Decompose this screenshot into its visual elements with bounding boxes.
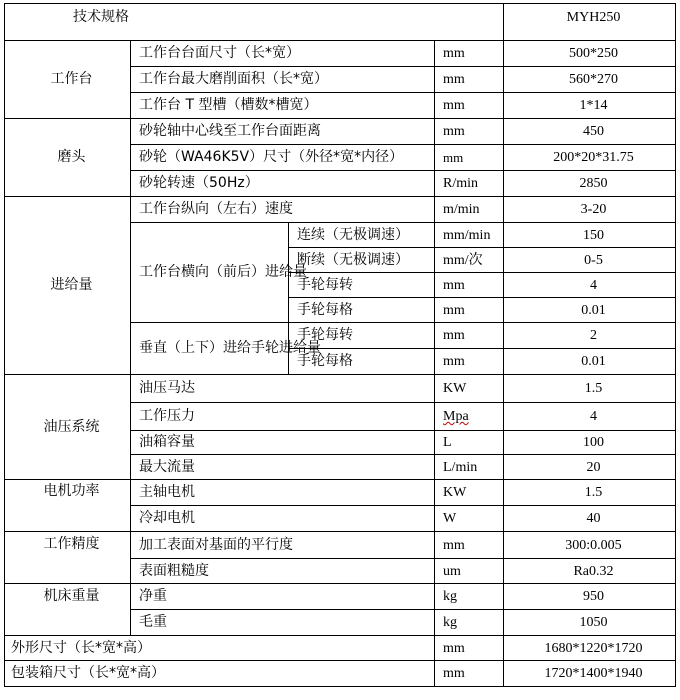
unit-cell: R/min: [435, 171, 504, 197]
unit-cell: mm/次: [435, 248, 504, 273]
item-cell: 工作台台面尺寸（长*宽）: [131, 41, 435, 67]
group-cell: 电机功率: [5, 480, 131, 532]
unit-cell: mm/min: [435, 223, 504, 248]
unit-cell: L: [435, 431, 504, 455]
unit-cell: mm: [435, 67, 504, 93]
unit-cell: mm: [435, 532, 504, 559]
item-cell: 垂直（上下）进给手轮进给量: [131, 323, 289, 375]
value-cell: 500*250: [504, 41, 676, 67]
item-cell: 冷却电机: [131, 506, 435, 532]
sub-item-cell: 手轮每转: [289, 273, 435, 298]
table-header-row: [5, 4, 676, 41]
group-cell: 工作台: [5, 41, 131, 119]
value-cell: 1.5: [504, 375, 676, 403]
value-cell: 4: [504, 273, 676, 298]
unit-cell: L/min: [435, 455, 504, 480]
value-cell: 1680*1220*1720: [504, 636, 676, 661]
sub-item-cell: 断续（无极调速）: [289, 248, 435, 273]
header-model: MYH250: [504, 4, 676, 41]
unit-cell: mm: [435, 93, 504, 119]
value-cell: 150: [504, 223, 676, 248]
value-cell: 450: [504, 119, 676, 145]
item-cell: 砂轮轴中心线至工作台面距离: [131, 119, 435, 145]
unit-cell: um: [435, 559, 504, 584]
header-title: 技术规格: [5, 4, 504, 41]
sub-item-cell: 手轮每转: [289, 323, 435, 349]
value-cell: 1*14: [504, 93, 676, 119]
item-cell: 净重: [131, 584, 435, 610]
value-cell: 20: [504, 455, 676, 480]
sub-item-cell: 连续（无极调速）: [289, 223, 435, 248]
value-cell: 2: [504, 323, 676, 349]
item-cell: 砂轮（WA46K5V）尺寸（外径*宽*内径）: [131, 145, 435, 171]
group-cell: 磨头: [5, 119, 131, 197]
value-cell: 560*270: [504, 67, 676, 93]
unit-cell: kg: [435, 584, 504, 610]
item-cell: 砂轮转速（50Hz）: [131, 171, 435, 197]
table-row: [5, 532, 676, 559]
item-cell: 工作台纵向（左右）速度: [131, 197, 435, 223]
value-cell: 300:0.005: [504, 532, 676, 559]
item-cell: 主轴电机: [131, 480, 435, 506]
group-cell: 包装箱尺寸（长*宽*高）: [5, 661, 435, 687]
item-cell: 工作台最大磨削面积（长*宽）: [131, 67, 435, 93]
value-cell: 0.01: [504, 298, 676, 323]
table-row: [5, 197, 676, 223]
unit-cell: mm: [435, 661, 504, 687]
value-cell: 100: [504, 431, 676, 455]
unit-cell: mm: [435, 636, 504, 661]
value-cell: Ra0.32: [504, 559, 676, 584]
item-cell: 工作台横向（前后）进给量: [131, 223, 289, 323]
item-cell: 毛重: [131, 610, 435, 636]
table-row: [5, 375, 676, 403]
value-cell: 1720*1400*1940: [504, 661, 676, 687]
unit-cell: mm: [435, 119, 504, 145]
unit-cell: mm: [435, 298, 504, 323]
value-cell: 3-20: [504, 197, 676, 223]
item-cell: 表面粗糙度: [131, 559, 435, 584]
item-cell: 油箱容量: [131, 431, 435, 455]
value-cell: 2850: [504, 171, 676, 197]
unit-cell: mm: [435, 273, 504, 298]
item-cell: 工作台 T 型槽（槽数*槽宽）: [131, 93, 435, 119]
unit-cell: m/min: [435, 197, 504, 223]
value-cell: 4: [504, 403, 676, 431]
unit-cell: mm: [435, 145, 504, 171]
value-cell: 1050: [504, 610, 676, 636]
value-cell: 40: [504, 506, 676, 532]
unit-cell: mm: [435, 349, 504, 375]
table-row: [5, 584, 676, 610]
sub-item-cell: 手轮每格: [289, 349, 435, 375]
table-row: [5, 119, 676, 145]
group-cell: 油压系统: [5, 375, 131, 480]
spec-table: [4, 3, 676, 687]
sub-item-cell: 手轮每格: [289, 298, 435, 323]
item-cell: 最大流量: [131, 455, 435, 480]
unit-cell: W: [435, 506, 504, 532]
item-cell: 油压马达: [131, 375, 435, 403]
group-cell: 外形尺寸（长*宽*高）: [5, 636, 435, 661]
unit-cell: mm: [435, 41, 504, 67]
group-cell: 工作精度: [5, 532, 131, 584]
item-cell: 加工表面对基面的平行度: [131, 532, 435, 559]
table-row: [5, 636, 676, 661]
value-cell: 950: [504, 584, 676, 610]
value-cell: 200*20*31.75: [504, 145, 676, 171]
table-row: [5, 480, 676, 506]
unit-cell: KW: [435, 480, 504, 506]
unit-cell: [435, 403, 504, 431]
value-cell: 0.01: [504, 349, 676, 375]
unit-text: Mpa: [443, 409, 469, 424]
table-row: [5, 661, 676, 687]
value-cell: 0-5: [504, 248, 676, 273]
item-cell: 工作压力: [131, 403, 435, 431]
unit-cell: kg: [435, 610, 504, 636]
value-cell: 1.5: [504, 480, 676, 506]
group-cell: 进给量: [5, 197, 131, 375]
unit-cell: KW: [435, 375, 504, 403]
unit-cell: mm: [435, 323, 504, 349]
group-cell: 机床重量: [5, 584, 131, 636]
table-row: [5, 41, 676, 67]
